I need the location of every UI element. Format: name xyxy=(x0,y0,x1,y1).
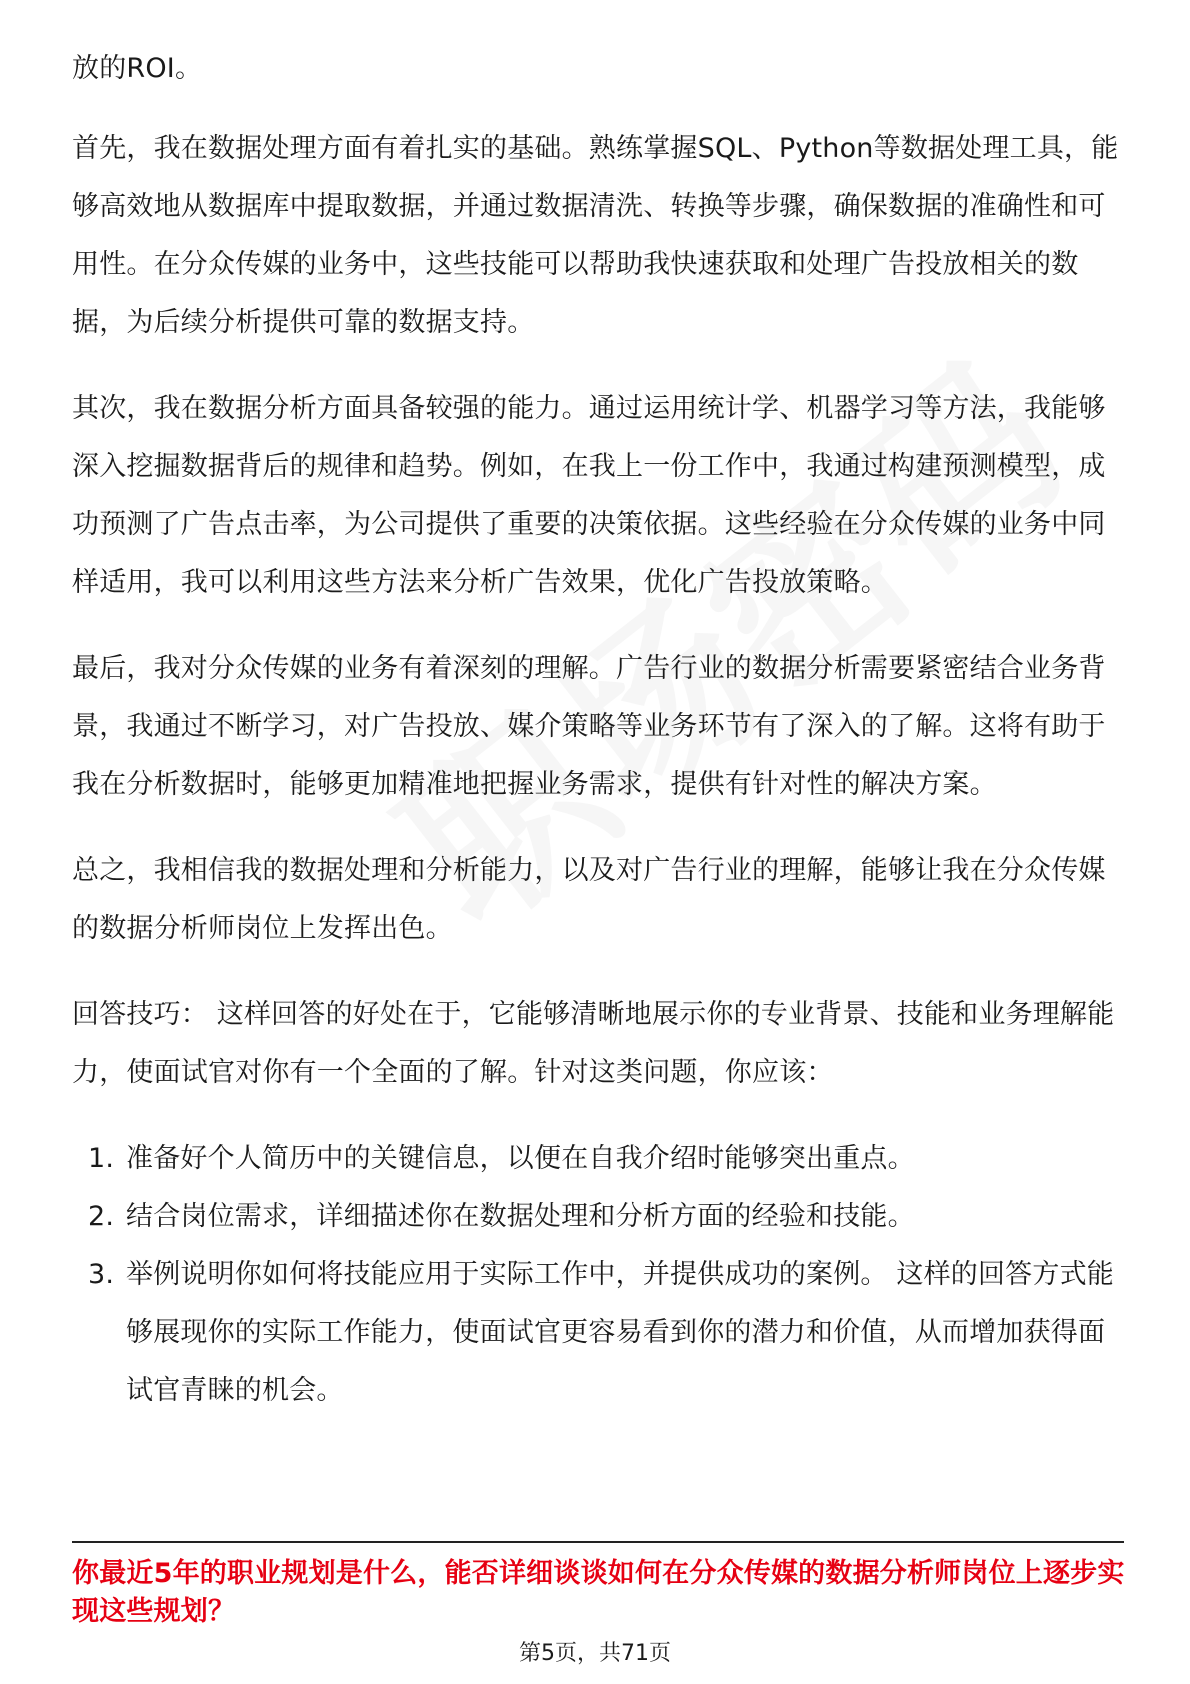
list-item-number: 2. xyxy=(88,1201,115,1232)
answer-body xyxy=(72,40,1132,1420)
list-item xyxy=(72,1188,1132,1246)
next-question-heading: 你最近5年的职业规划是什么，能否详细谈谈如何在分众传媒的数据分析师岗位上逐步实现这些规划？ xyxy=(72,1558,1125,1627)
list-item-number: 3. xyxy=(88,1259,115,1290)
list-item-text: 结合岗位需求，详细描述你在数据处理和分析方面的经验和技能。 xyxy=(126,1201,915,1232)
list-item xyxy=(72,1246,1132,1420)
paragraph-business-understanding: 最后，我对分众传媒的业务有着深刻的理解。广告行业的数据分析需要紧密结合业务背景，我通过不断学习，对广告投放、媒介策略等业务环节有了深入的了解。这将有助于我在分析数据时，能够更加精准地把握业务需求，提供有针对性的解决方案。 xyxy=(72,653,1106,800)
paragraph-answer-tips: 回答技巧： 这样回答的好处在于，它能够清晰地展示你的专业背景、技能和业务理解能力，使面试官对你有一个全面的了解。针对这类问题，你应该： xyxy=(72,999,1115,1088)
section-divider xyxy=(72,1541,1124,1543)
page-number: 第5页，共71页 xyxy=(519,1641,671,1666)
paragraph-continuation: 放的ROI。 xyxy=(72,53,203,84)
paragraph-summary: 总之，我相信我的数据处理和分析能力，以及对广告行业的理解，能够让我在分众传媒的数据分析师岗位上发挥出色。 xyxy=(72,855,1106,944)
list-item xyxy=(72,1130,1132,1188)
list-item-text: 准备好个人简历中的关键信息，以便在自我介绍时能够突出重点。 xyxy=(126,1143,915,1174)
tips-list xyxy=(72,1130,1132,1420)
list-item-number: 1. xyxy=(88,1143,115,1174)
paragraph-data-analysis: 其次，我在数据分析方面具备较强的能力。通过运用统计学、机器学习等方法，我能够深入挖掘数据背后的规律和趋势。例如，在我上一份工作中，我通过构建预测模型，成功预测了广告点击率，为公司提供了重要的决策依据。这些经验在分众传媒的业务中同样适用，我可以利用这些方法来分析广告效果，优化广告投放策略。 xyxy=(72,393,1106,598)
paragraph-data-processing: 首先，我在数据处理方面有着扎实的基础。熟练掌握SQL、Python等数据处理工具，能够高效地从数据库中提取数据，并通过数据清洗、转换等步骤，确保数据的准确性和可用性。在分众传媒的业务中，这些技能可以帮助我快速获取和处理广告投放相关的数据，为后续分析提供可靠的数据支持。 xyxy=(72,133,1119,338)
list-item-text: 举例说明你如何将技能应用于实际工作中，并提供成功的案例。 这样的回答方式能够展现你的实际工作能力，使面试官更容易看到你的潜力和价值，从而增加获得面试官青睐的机会。 xyxy=(126,1259,1114,1406)
